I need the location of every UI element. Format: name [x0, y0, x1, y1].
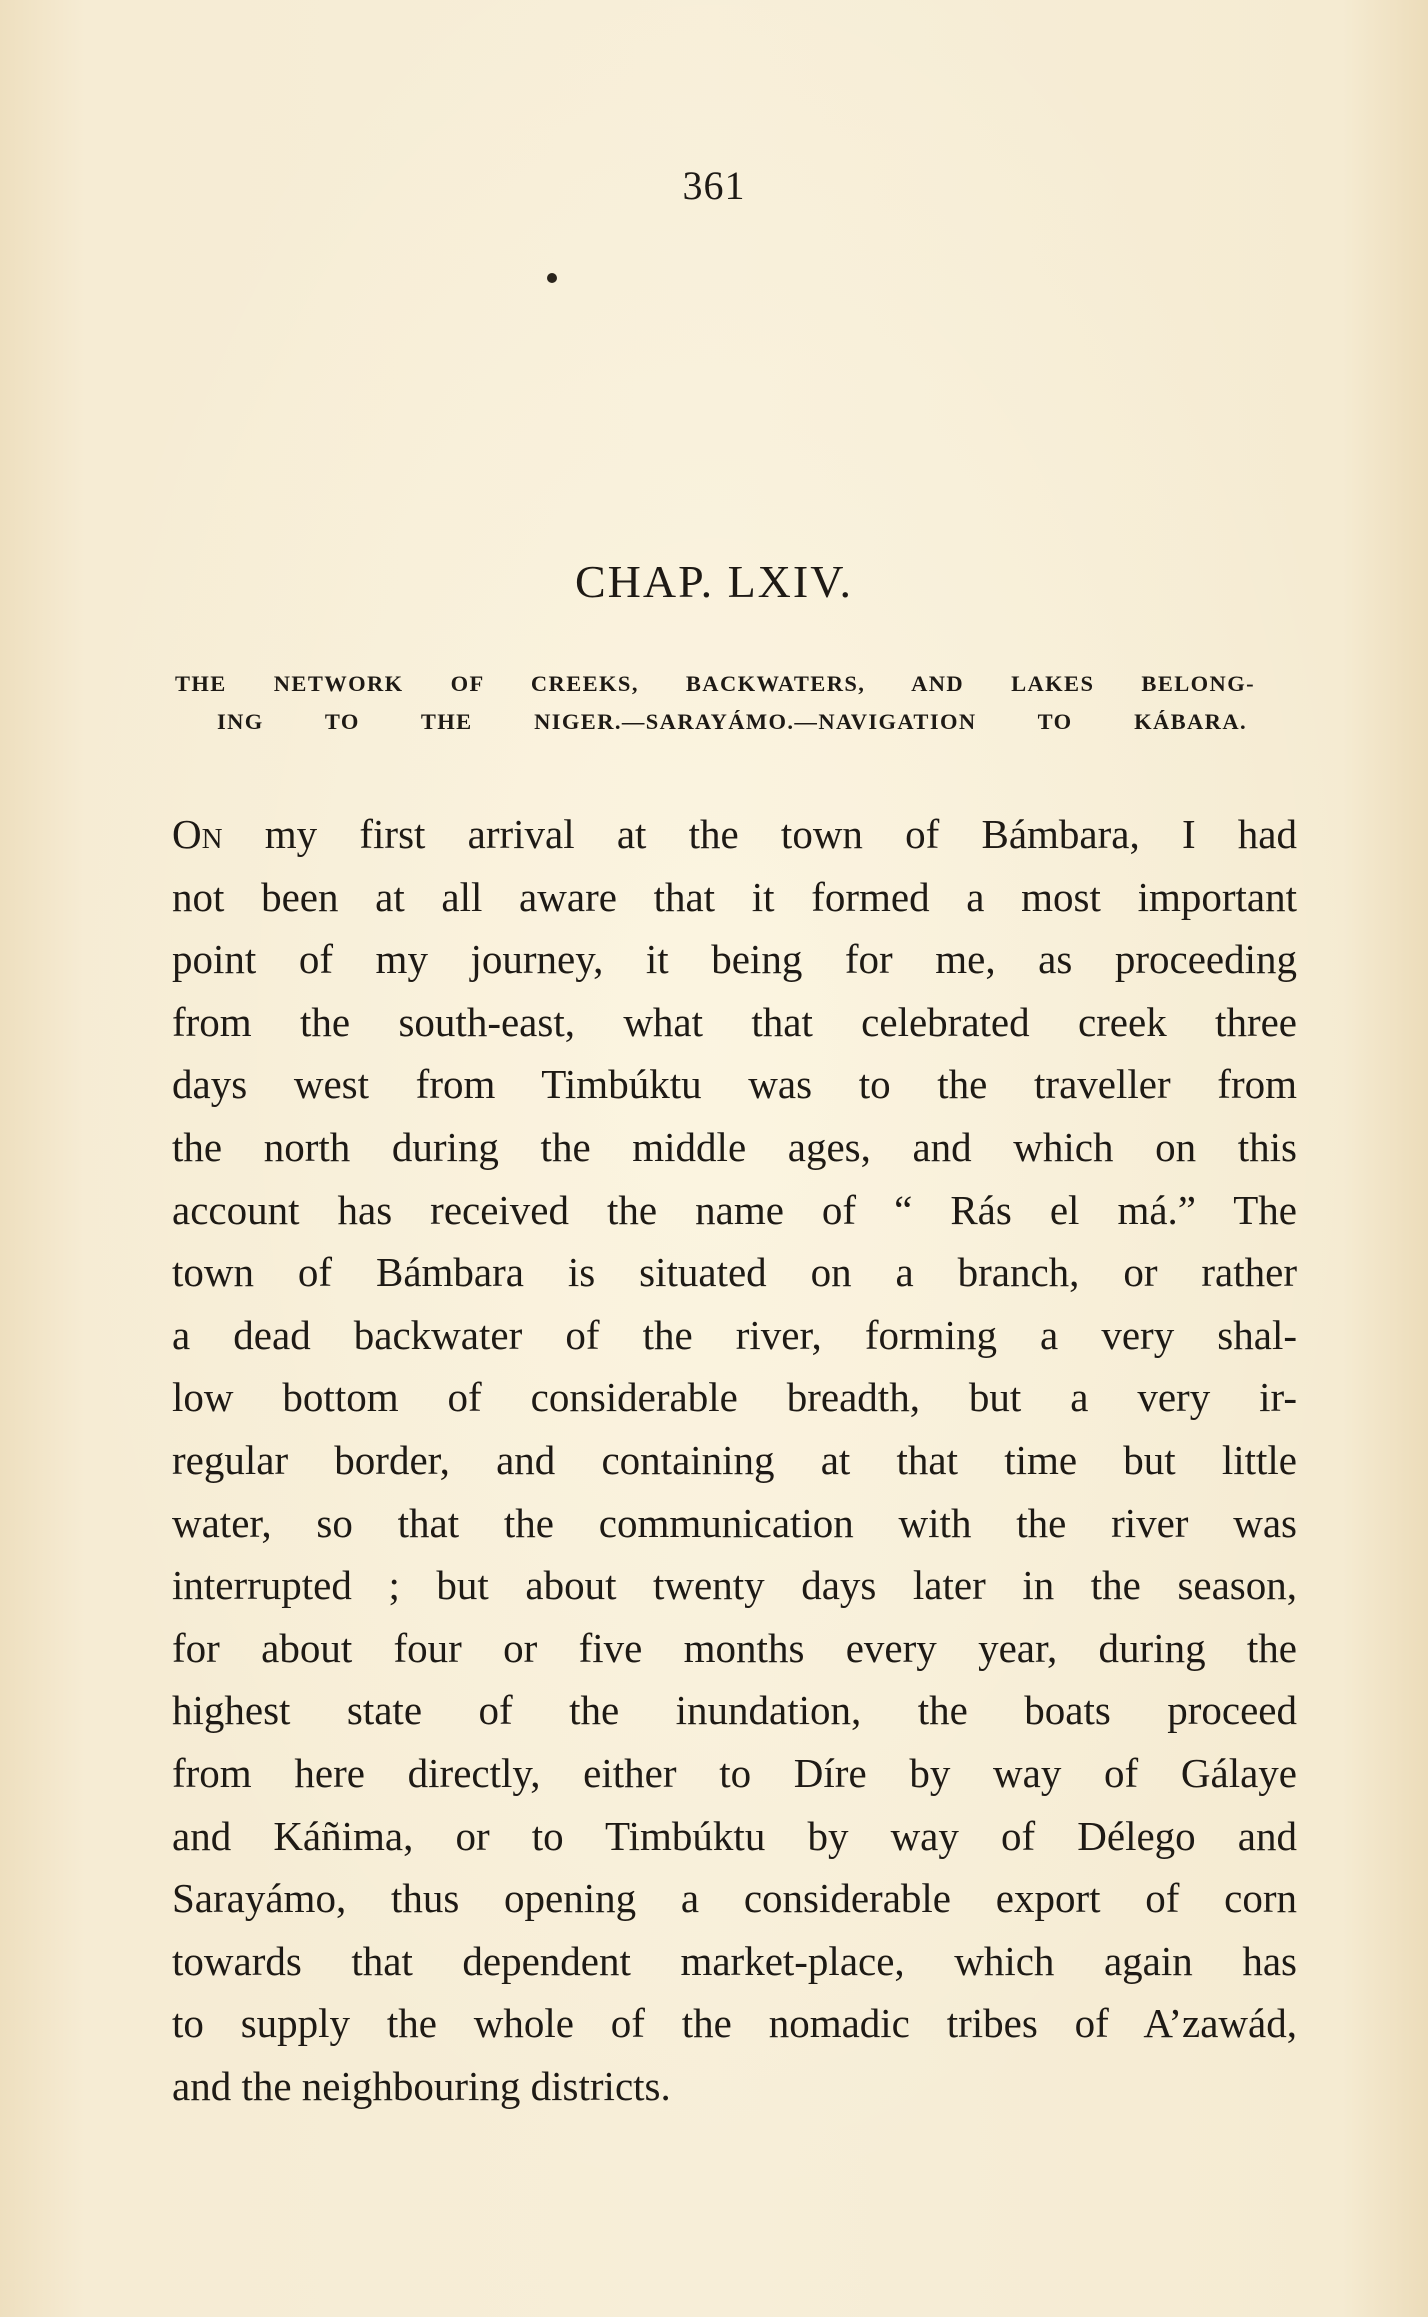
page-number: 361	[682, 163, 746, 208]
lead-word: On	[172, 811, 223, 857]
paragraph-line: towards that dependent market-place, which again has	[172, 1937, 1297, 1984]
paragraph-line: from here directly, either to Díre by way of Gálaye	[172, 1749, 1297, 1796]
paragraph-line	[172, 803, 1297, 866]
paragraph-line: water, so that the communication with the river was	[172, 1499, 1297, 1546]
body-paragraph	[172, 803, 1297, 2117]
paragraph-line: point of my journey, it being for me, as proceeding	[172, 936, 1297, 983]
paragraph-line: Sarayámo, thus opening a considerable export of corn	[172, 1875, 1297, 1922]
chapter-summary-line: ING TO THE NIGER.—SARAYÁMO.—NAVIGATION TO KÁBARA.	[217, 709, 1247, 734]
paragraph-line: the north during the middle ages, and which on this	[172, 1123, 1297, 1170]
paragraph-line: days west from Timbúktu was to the traveller from	[172, 1061, 1297, 1108]
paragraph-line: a dead backwater of the river, forming a very shal-	[172, 1311, 1297, 1358]
ornament-dot	[547, 273, 557, 283]
paragraph-line: highest state of the inundation, the boats proceed	[172, 1687, 1297, 1734]
paragraph-line: from the south-east, what that celebrated creek three	[172, 998, 1297, 1045]
paragraph-line: town of Bámbara is situated on a branch, or rather	[172, 1249, 1297, 1296]
paragraph-line: to supply the whole of the nomadic tribes of A’zawád,	[172, 2000, 1297, 2047]
chapter-title: CHAP. LXIV.	[574, 556, 854, 607]
chapter-summary	[175, 665, 1255, 741]
chapter-summary-line: THE NETWORK OF CREEKS, BACKWATERS, AND LAKES BELONG-	[175, 671, 1255, 696]
paragraph-line: regular border, and containing at that time but little	[172, 1436, 1297, 1483]
paragraph-line: for about four or five months every year, during the	[172, 1624, 1297, 1671]
paragraph-line-text: my first arrival at the town of Bámbara, I had	[264, 811, 1298, 857]
paragraph-line: and Káñima, or to Timbúktu by way of Délego and	[172, 1812, 1297, 1859]
paragraph-line: not been at all aware that it formed a most important	[172, 873, 1297, 920]
paragraph-line: low bottom of considerable breadth, but a very ir-	[172, 1374, 1297, 1421]
paragraph-line: account has received the name of “ Rás el má.” The	[172, 1186, 1297, 1233]
paragraph-line: and the neighbouring districts.	[172, 2062, 671, 2109]
paragraph-line: interrupted ; but about twenty days later in the season,	[172, 1562, 1297, 1609]
